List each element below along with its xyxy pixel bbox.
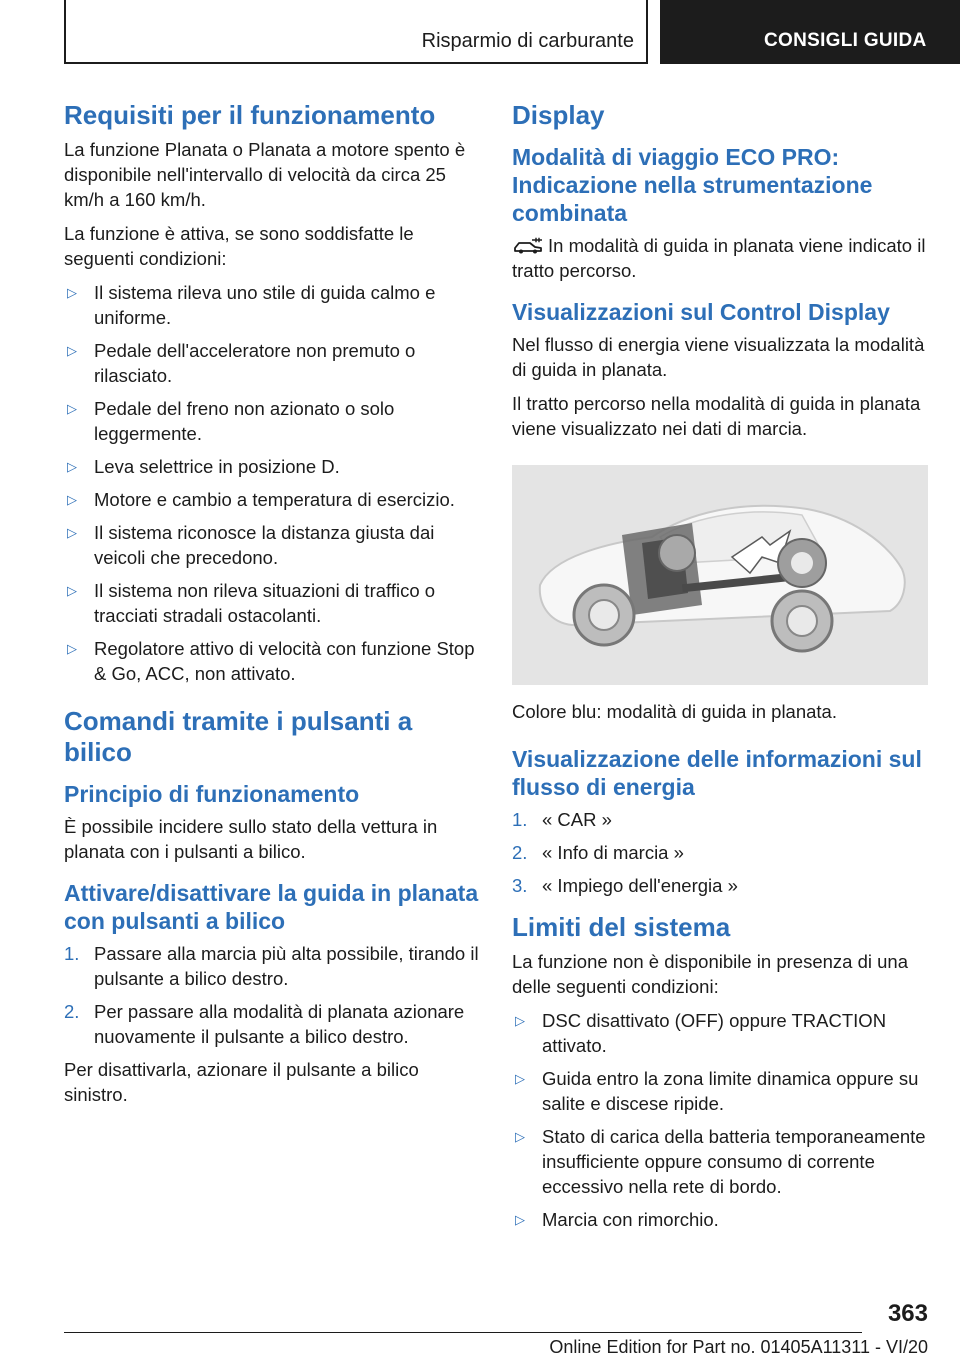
heading-comandi: Comandi tramite i pulsanti a bilico [64,706,413,767]
coasting-car-icon [512,237,544,255]
page-number: 363 [887,1300,928,1327]
conditions-list [64,280,480,686]
list-item: ▷ DSC disattivato (OFF) oppure TRACTION attivato. [515,1010,887,1056]
list-item: ▷ Pedale dell'acceleratore non premuto o rilasciato. [67,340,416,386]
paragraph: Il tratto percorso nella modalità di guida in planata viene visualizzato nei dati di marcia. [512,393,921,439]
list-item: ▷ Il sistema non rileva situazioni di traffico o tracciati stradali ostacolanti. [67,580,436,626]
list-item: ▷ Il sistema rileva uno stile di guida calmo e uniforme. [67,282,436,328]
car-drivetrain-icon [512,465,928,685]
step-number: 1. [64,943,80,964]
list-item: 3. « Impiego dell'energia » [512,875,738,896]
list-item: ▷ Guida entro la zona limite dinamica oppure su salite e discese ripide. [515,1068,919,1114]
bullet-triangle-icon: ▷ [515,1013,525,1028]
heading-requisiti: Requisiti per il funzionamento [64,100,436,130]
chapter-tab [660,0,960,64]
list-item: ▷ Leva selettrice in posizione D. [67,456,340,477]
subheading-control-display: Visualizzazioni sul Control Display [512,299,890,325]
subheading-principio: Principio di funzionamento [64,781,360,807]
footer-divider [64,1332,862,1333]
subheading-eco-pro: Modalità di viaggio ECO PRO: Indicazione nella strumentazione combinata [512,144,873,226]
bullet-triangle-icon: ▷ [67,492,77,507]
subheading-flusso-energia: Visualizzazione delle informazioni sul flusso di energia [512,746,922,800]
section-tab [64,0,648,64]
list-item: ▷ Stato di carica della batteria temporaneamente insufficiente oppure consumo di corrente eccessivo nella rete di bordo. [515,1126,926,1197]
heading-limiti: Limiti del sistema [512,912,731,942]
step-number: 3. [512,875,528,896]
list-item: 1. « CAR » [512,809,612,830]
chapter-title: CONSIGLI GUIDA [764,30,927,51]
list-item: ▷ Pedale del freno non azionato o solo leggermente. [67,398,395,444]
bullet-triangle-icon: ▷ [67,583,77,598]
paragraph: La funzione è attiva, se sono soddisfatte le seguenti condizioni: [64,223,414,269]
bullet-triangle-icon: ▷ [67,343,77,358]
subheading-attivare: Attivare/disattivare la guida in planata con pulsanti a bilico [64,880,479,934]
list-item: ▷ Regolatore attivo di velocità con funzione Stop & Go, ACC, non attivato. [67,638,475,684]
heading-display: Display [512,100,605,130]
bullet-triangle-icon: ▷ [515,1071,525,1086]
list-item: 2. Per passare alla modalità di planata azionare nuovamente il pulsante a bilico destro. [64,1001,465,1047]
list-item: ▷ Il sistema riconosce la distanza giusta dai veicoli che precedono. [67,522,435,568]
right-column [512,100,928,1240]
paragraph: Nel flusso di energia viene visualizzata la modalità di guida in planata. [512,334,925,380]
menu-path-list [512,807,928,898]
figure-caption: Colore blu: modalità di guida in planata. [512,701,837,722]
list-item: 2. « Info di marcia » [512,842,684,863]
paragraph: Per disattivarla, azionare il pulsante a bilico sinistro. [64,1059,419,1105]
step-number: 2. [512,842,528,863]
list-item: 1. Passare alla marcia più alta possibile, tirando il pulsante a bilico destro. [64,943,479,989]
steps-list [64,941,480,1049]
paragraph: La funzione non è disponibile in presenza di una delle seguenti condizioni: [512,951,908,997]
bullet-triangle-icon: ▷ [67,641,77,656]
list-item: ▷ Motore e cambio a temperatura di esercizio. [67,489,455,510]
section-title: Risparmio di carburante [421,30,634,52]
bullet-triangle-icon: ▷ [515,1212,525,1227]
paragraph: È possibile incidere sullo stato della vettura in planata con i pulsanti a bilico. [64,816,438,862]
step-number: 2. [64,1001,80,1022]
bullet-triangle-icon: ▷ [67,285,77,300]
paragraph: La funzione Planata o Planata a motore spento è disponibile nell'intervallo di velocità da circa 25 km/h a 160 km/h. [64,139,466,210]
list-item: ▷ Marcia con rimorchio. [515,1209,719,1230]
bullet-triangle-icon: ▷ [67,459,77,474]
limits-list [512,1008,928,1232]
car-drivetrain-illustration [512,465,928,685]
step-number: 1. [512,809,528,830]
page-header [64,0,960,66]
bullet-triangle-icon: ▷ [515,1129,525,1144]
paragraph: In modalità di guida in planata viene indicato il tratto percorso. [512,235,926,281]
bullet-triangle-icon: ▷ [67,401,77,416]
edition-info: Online Edition for Part no. 01405A11311 - VI/20 [549,1337,928,1357]
bullet-triangle-icon: ▷ [67,525,77,540]
left-column [64,100,480,1116]
